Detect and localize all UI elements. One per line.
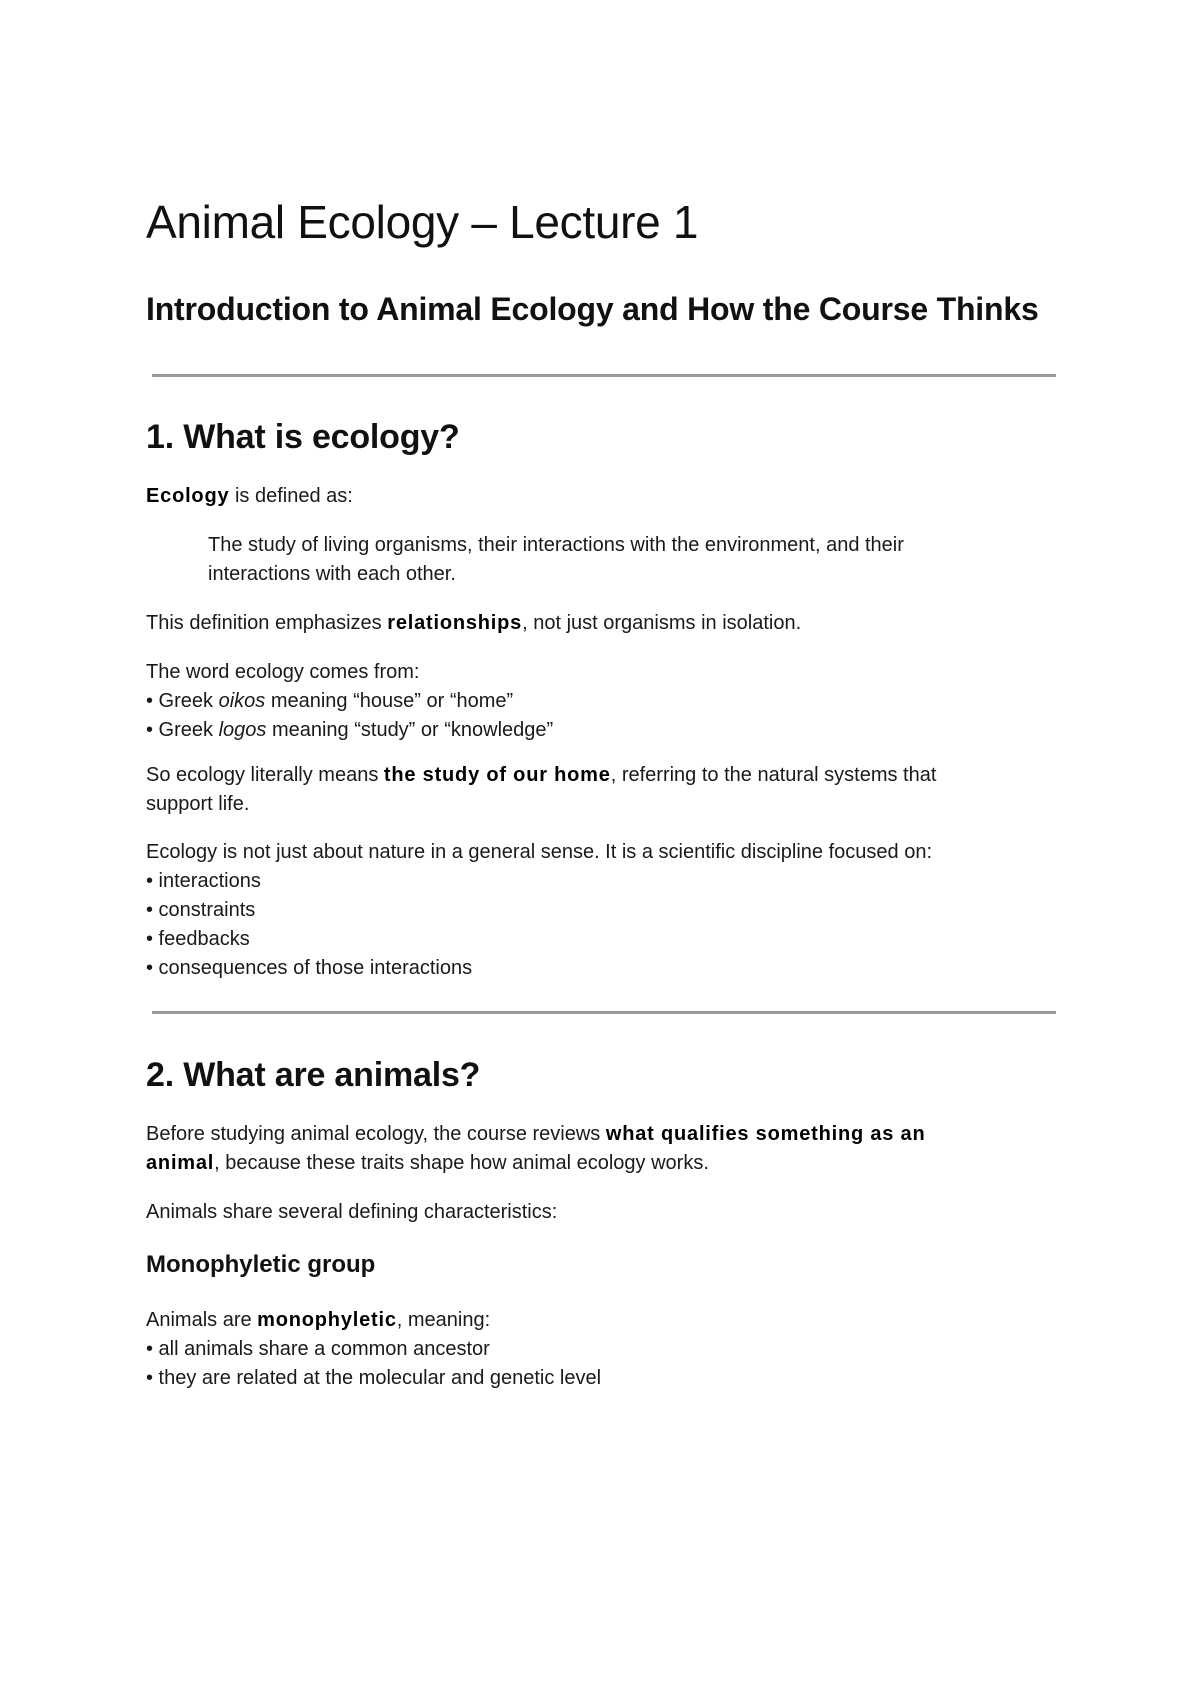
ecology-definition-quote: The study of living organisms, their interactions with the environment, and their interactions with each other. [208,534,904,585]
focus-list: Ecology is not just about nature in a general sense. It is a scientific discipline focused on: • interactions • constraints • feedbacks • consequences of those interactions [146,838,1066,983]
section-1-heading: 1. What is ecology? [146,418,460,456]
characteristics-intro: Animals share several defining characteristics: [146,1201,558,1223]
list-item: • feedbacks [146,928,250,950]
word-origin-list: The word ecology comes from: • Greek oikos meaning “house” or “home” • Greek logos meaning “study” or “knowledge” [146,658,1066,745]
document-title: Animal Ecology – Lecture 1 [146,196,699,248]
list-item: • all animals share a common ancestor [146,1338,490,1360]
list-item: • they are related at the molecular and genetic level [146,1367,602,1389]
literal-meaning-paragraph: So ecology literally means the study of our home, referring to the natural systems that support life. [146,764,937,815]
section-2-heading: 2. What are animals? [146,1056,481,1094]
origin-item-logos: • Greek logos meaning “study” or “knowledge” [146,719,554,741]
list-item: • interactions [146,870,261,892]
monophyletic-heading: Monophyletic group [146,1251,376,1278]
list-item: • consequences of those interactions [146,957,473,979]
ecology-definition-intro: Ecology is defined as: [146,485,353,507]
divider [152,374,1056,377]
relationships-paragraph: This definition emphasizes relationships, not just organisms in isolation. [146,612,802,634]
monophyletic-list: Animals are monophyletic, meaning: • all animals share a common ancestor • they are related at the molecular and genetic level [146,1306,1066,1393]
animal-qualifies-paragraph: Before studying animal ecology, the course reviews what qualifies something as an animal, because these traits shape how animal ecology works. [146,1123,926,1174]
divider [152,1011,1056,1014]
ecology-term: Ecology [146,485,230,507]
document-subtitle: Introduction to Animal Ecology and How the Course Thinks [146,291,1039,327]
list-item: • constraints [146,899,256,921]
origin-item-oikos: • Greek oikos meaning “house” or “home” [146,690,514,712]
